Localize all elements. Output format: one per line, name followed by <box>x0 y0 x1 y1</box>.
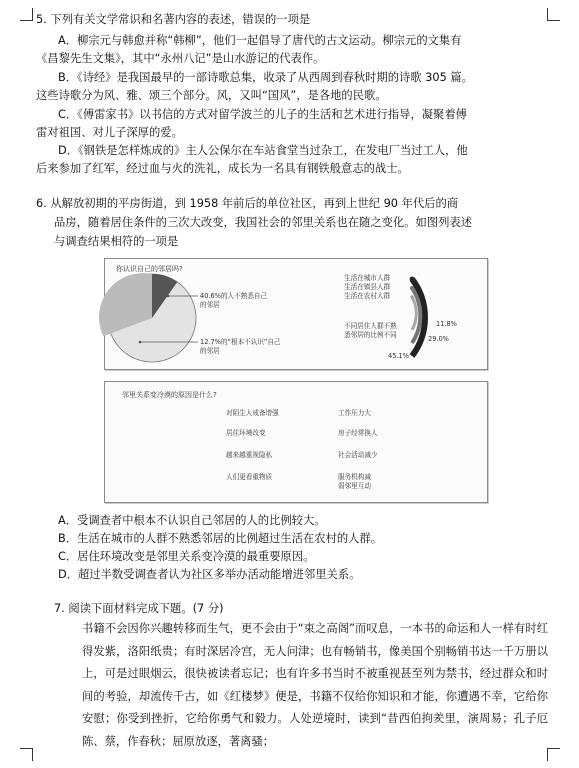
q5-option-d-line1: D．《钢铁是怎样炼成的》主人公保尔在车站食堂当过杂工，在发电厂当过工人，他 <box>58 144 468 157</box>
fig1-title: 你认识自己的邻居吗? <box>116 265 183 273</box>
q6-stem-line1: 6. 从解放初期的平房街道，到 1958 年前后的单位社区，再到上世纪 90 年代后的商 <box>36 197 459 210</box>
q5-option-c-line2: 雷对祖国、对儿子深厚的爱。 <box>36 126 183 139</box>
fig1-value-town: 29.0% <box>428 335 449 343</box>
q5-option-a-line2: 《昌黎先生文集》，其中“永州八记”是山水游记的代表作。 <box>36 52 325 65</box>
q7-passage-text: 书籍不会因你兴趣转移而生气，更不会由于“束之高阁”而叹息，一本书的命运和人一样有时红得发紫，洛阳纸贵；有时深居冷宫，无人问津；也有畅销书，像美国个别畅销书达一千万册以上，可是过眼烟云，很快被读者忘记；也有许多书当时不被重视甚至列为禁书，经过群众和时间的考验，却流传千古，如《红楼梦》便是，书籍不仅给你知识和才能，你遭遇不幸，它给你安慰；你受到挫折，它给你勇气和毅力。人处逆境时，读到“昔西伯拘羑里，演周易；孔子厄陈、蔡，作春秋；屈原放逐，著离骚； <box>82 622 548 748</box>
fig1-pie2-label-line1: 12.7%的“根本不认识”自己 <box>200 338 281 346</box>
fig1-diff-label-line1: 不同居住人群不熟 <box>344 322 397 330</box>
fig1-pie1-label-line2: 的邻居 <box>200 301 220 309</box>
q5-stem: 5. 下列有关文学常识和名著内容的表述，错误的一项是 <box>36 13 311 26</box>
fig2-right-reason-1: 工作压力大 <box>338 409 371 417</box>
fig1-value-rural: 11.8% <box>436 320 457 328</box>
q5-option-b-line2: 这些诗歌分为风、雅、颂三个部分。风，又叫“国风”，是各地的民歌。 <box>36 89 387 102</box>
fig1-legend-city: 生活在城市人群 <box>344 274 391 282</box>
q6-option-b: B．生活在城市的人群不熟悉邻居的比例超过生活在农村的人群。 <box>58 532 383 545</box>
q5-option-a-line1: A．柳宗元与韩愈并称“韩柳”，他们一起倡导了唐代的古文运动。柳宗元的文集有 <box>58 34 462 47</box>
q5-option-c-line1: C．《傅雷家书》以书信的方式对留学波兰的儿子的生活和艺术进行指导，凝聚着傅 <box>58 108 467 121</box>
fig1-pie1-label-line1: 40.6%的人不熟悉自己 <box>200 292 268 300</box>
fig2-left-reason-2: 居住环境改变 <box>226 429 266 437</box>
fig1-diff-label-line2: 悉邻居的比例不同 <box>344 331 397 339</box>
q6-stem-line3: 与调查结果相符的一项是 <box>54 235 179 248</box>
q6-option-d: D．超过半数受调查者认为社区多举办活动能增进邻里关系。 <box>58 568 361 581</box>
fig2-right-reason-3: 社会活动减少 <box>338 451 378 459</box>
fig1-pie2-label-line2: 的邻居 <box>200 347 220 355</box>
q7-passage <box>58 618 548 753</box>
q6-stem-line2: 品房，随着居住条件的三次大改变，我国社会的邻里关系也在随之变化。如图列表述 <box>54 216 472 229</box>
fig2-left-reason-1: 对陌生人戒备增强 <box>226 409 279 417</box>
fig2-left-reason-3: 越来越重视隐私 <box>226 451 273 459</box>
fig1-value-city: 45.1% <box>388 352 409 360</box>
q6-option-a: A．受调查者中根本不认识自己邻居的人的比例较大。 <box>58 514 326 527</box>
fig2-right-reason-2: 房子经常换人 <box>338 429 378 437</box>
fig2-right-reason-4-line2: 弱邻里互动 <box>338 482 371 490</box>
fig1-legend-town: 生活在镇县人群 <box>344 283 391 291</box>
q7-stem: 7. 阅读下面材料完成下题。(7 分) <box>54 602 224 615</box>
q5-option-d-line2: 后来参加了红军，经过血与火的洗礼，成长为一名具有钢铁般意志的战士。 <box>36 162 409 175</box>
q6-option-c: C．居住环境改变是邻里关系变冷漠的最重要原因。 <box>58 550 315 563</box>
q5-option-b-line1: B．《诗经》是我国最早的一部诗歌总集，收录了从西周到春秋时期的诗歌 305 篇。 <box>58 71 473 84</box>
fig2-left-reason-4: 人们更看重物质 <box>226 473 273 481</box>
fig2-title: 邻里关系变冷漠的原因是什么? <box>122 391 217 399</box>
fig2-right-reason-4-line1: 服务机构减 <box>338 473 371 481</box>
fig1-legend-rural: 生活在农村人群 <box>344 292 391 300</box>
